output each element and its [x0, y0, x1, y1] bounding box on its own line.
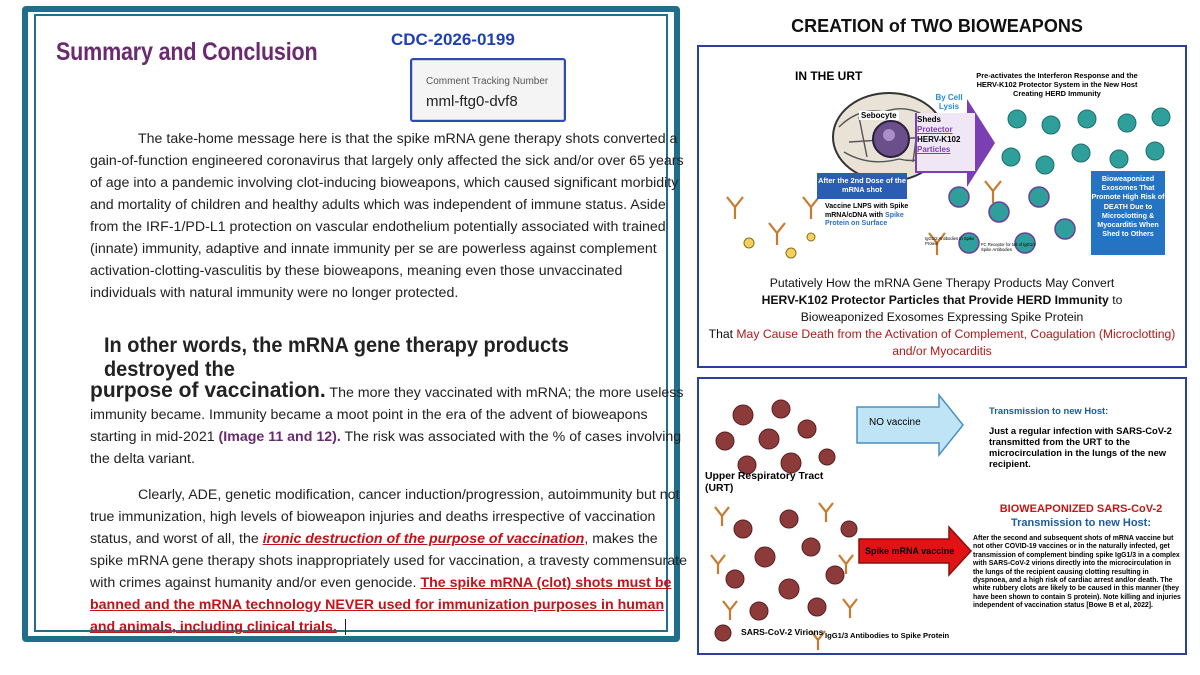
tracking-number-value: mml-ftg0-dvf8 [426, 93, 518, 110]
caption-line-2-bold: HERV-K102 Protector Particles that Provide HERD Immunity [761, 293, 1109, 307]
bioweaponized-title: BIOWEAPONIZED SARS-CoV-2 [999, 503, 1163, 515]
transmission-diagram-graphic [699, 379, 1185, 653]
section-title: Summary and Conclusion [56, 38, 318, 66]
image-reference-link[interactable]: (Image 11 and 12). [218, 429, 341, 445]
protector-particles-icon [1002, 108, 1170, 174]
paragraph-2 [90, 380, 690, 470]
transmission-body-1: Just a regular infection with SARS-CoV-2 transmitted from the URT to the microcirculation in the lungs of the new recipient. [989, 425, 1172, 469]
document-panel [22, 6, 687, 642]
caption-line-3: Bioweaponized Exosomes Expressing Spike Protein [800, 310, 1084, 324]
sebocyte-label: Sebocyte [861, 111, 897, 120]
sheds-label-group [917, 115, 977, 155]
virions-label: SARS-CoV-2 Virions [741, 627, 824, 637]
caption-line-1: Putatively How the mRNA Gene Therapy Products May Convert [769, 276, 1115, 290]
no-vaccine-label: NO vaccine [869, 417, 921, 428]
caption-line-2-rest: to [1108, 293, 1123, 307]
tracking-number-label: Comment Tracking Number [426, 76, 549, 87]
transmission-title-1: Transmission to new Host: [989, 405, 1109, 416]
pre-activates-label: Pre-activates the Interferon Response and the HERV-K102 Protector System in the New Host Creating HERD Immunity [976, 71, 1138, 98]
paragraph-1-text: The take-home message here is that the spike mRNA gene therapy shots converted a gain-of-function engineered coronavirus that largely only affected the sick and/or over 65 years of age into a pandemic involving clot-inducing bioweapons, which caused significant morbidity and mortality of children and healthy adults which was independent of immune status. Aside from the IRF-1/PD-L1 protection on vascular endothelium potentially associated with trained (innate) immunity, adaptive and innate immunity per se are powerless against complement activation-clotting-vasculitis by these bioweapons, meaning even those unvaccinated individuals with natural immunity were no longer protected. [90, 131, 684, 301]
vaccine-lnps-label [825, 203, 915, 229]
virion-antibody-cluster-icon [715, 510, 857, 641]
urt-diagram-box [697, 45, 1187, 368]
text-cursor [345, 619, 346, 635]
paragraph-3-text-a: Clearly, ADE, genetic modification, cancer induction/progression, autoimmunity but not true immunization, high levels of bioweapon injuries and deaths irrespective of vaccination status, and worst of all, the [90, 487, 680, 547]
document-inner-frame [34, 14, 687, 635]
caption-line-4-a: That [708, 327, 737, 341]
vaccine-lnps-label-b: Spike Protein on Surface [825, 211, 904, 227]
paragraph-3 [90, 484, 690, 638]
by-cell-lysis-label: By Cell Lysis [935, 93, 963, 111]
fc-receptor-legend-label: FC Receptor for tail of IgG1/3 Spike Antibodies [981, 242, 1036, 252]
tracking-number-box [410, 58, 566, 122]
urt-diagram-caption [705, 275, 1179, 360]
upper-respiratory-tract-label: Upper Respiratory Tract (URT) [705, 471, 824, 494]
antibody-legend-label: IgG1/3 Antibodies to Spike Protein [925, 236, 975, 246]
paragraph-2-text-a: The more they vaccinated with mRNA; the more useless immunity became. Immunity became a moot point in the era of the advent of bioweapons starting in mid-2021 [90, 385, 684, 445]
protector-label: Protector [917, 125, 953, 134]
docket-id: CDC-2026-0199 [391, 30, 515, 49]
bioweapons-title: CREATION of TWO BIOWEAPONS [791, 16, 1083, 36]
paragraph-3-text-b: , makes the spike mRNA gene therapy shots inappropriately used for vaccination, a travesty commensurate with crimes against humanity and/or even genocide. [90, 531, 687, 591]
bioweaponized-exosomes-box: Bioweaponized Exosomes That Promote High Risk of DEATH Due to Microclotting & Myocarditis When Shed to Others [1091, 171, 1165, 255]
paragraph-1 [90, 128, 690, 304]
vaccine-lnps-label-a: Vaccine LNPS with Spike mRNA/cDNA with [825, 203, 909, 219]
antibodies-label: IgG1/3 Antibodies to Spike Protein [825, 631, 950, 640]
transmission-title-2: Transmission to new Host: [1011, 517, 1151, 529]
highlight-italic-text: ironic destruction of the purpose of vaccination [262, 531, 585, 547]
transmission-body-2: After the second and subsequent shots of mRNA vaccine but not other COVID-19 vaccines or in the naturally infected, get transmission of complement binding spike IgG1/3 in a complex with SARS-CoV-2 virions directly into the microcirculation in the lungs of the recipient causing clotting resulting in dyspnoea, and a high risk of cardiac arrest and/or death. The white rubbery clots are likely to be caused in this manner (they have been shown to contain S protein). Note killing and injuries independent of vaccination status [Bowe B et al, 2022]. [973, 535, 1181, 610]
herv-label: HERV-K102 [917, 135, 961, 144]
sheds-label: Sheds [917, 115, 942, 124]
sars-cov-2-virion-icon [716, 400, 835, 474]
particles-label: Particles [917, 145, 951, 154]
in-the-urt-label: IN THE URT [795, 69, 863, 83]
after-dose-box: After the 2nd Dose of the mRNA shot [817, 173, 907, 199]
transmission-diagram-box [697, 377, 1187, 655]
emphasis-heading: In other words, the mRNA gene therapy products destroyed the [104, 334, 569, 381]
paragraph-2-text-b: The risk was associated with the % of cases involving the delta variant. [90, 429, 682, 467]
highlight-red-text: The spike mRNA (clot) shots must be banned and the mRNA technology NEVER used for immunization purposes in human and animals, including clinical trials. [90, 575, 672, 635]
emphasis-heading-end: purpose of vaccination. [90, 379, 326, 402]
caption-line-4-red: May Cause Death from the Activation of Complement, Coagulation (Microclotting) and/or Myocarditis [736, 327, 1176, 358]
lipid-nanoparticle-icon [744, 233, 815, 258]
spike-mrna-vaccine-label: Spike mRNA vaccine [865, 546, 955, 556]
